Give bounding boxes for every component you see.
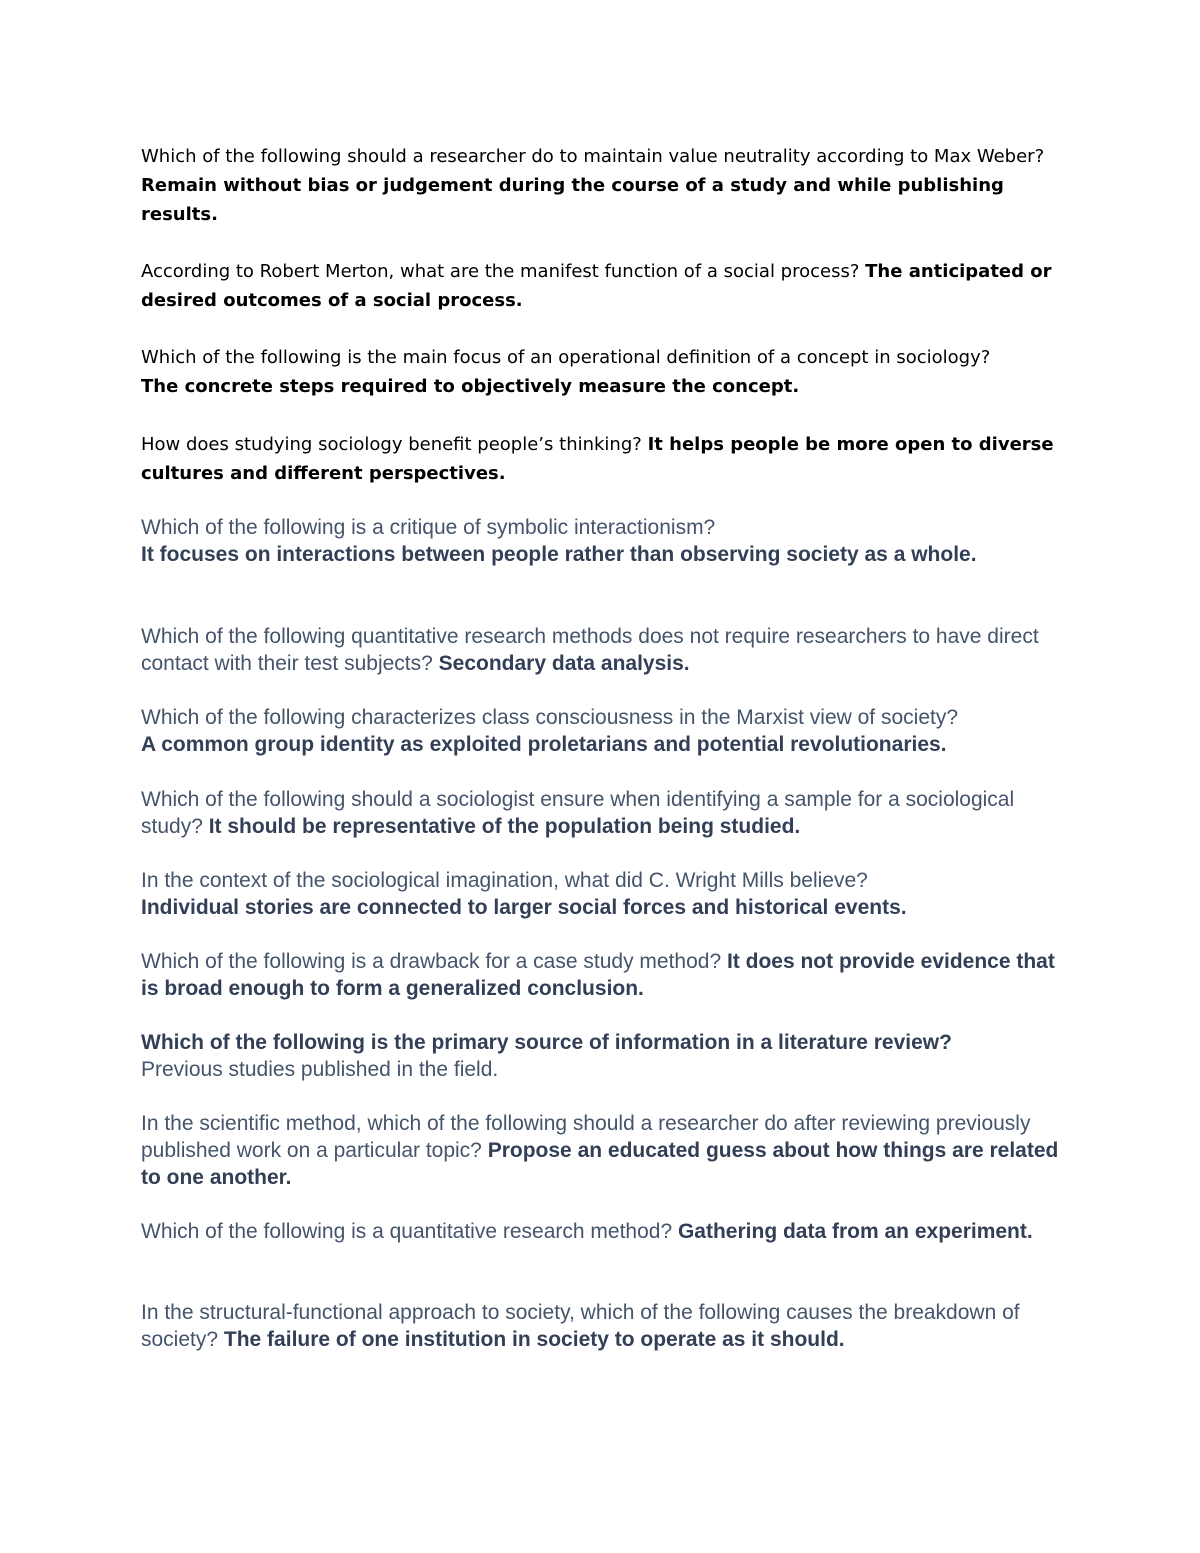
answer-text: The anticipated or desired outcomes of a social process. bbox=[141, 261, 1052, 311]
qa-item-14 bbox=[141, 1299, 1071, 1353]
qa-item-4 bbox=[141, 430, 1071, 488]
answer-text: It does not provide evidence that is broad enough to form a generalized conclusion. bbox=[141, 950, 1055, 1000]
answer-text: It helps people be more open to diverse cultures and different perspectives. bbox=[141, 434, 1054, 484]
answer-text: The concrete steps required to objectively measure the concept. bbox=[141, 376, 800, 397]
qa-item-7 bbox=[141, 704, 1071, 758]
qa-item-2 bbox=[141, 257, 1071, 315]
question-text: Which of the following should a researcher do to maintain value neutrality according to Max Weber? bbox=[141, 146, 1045, 167]
question-text: How does studying sociology benefit people’s thinking? bbox=[141, 434, 642, 455]
question-text: Which of the following should a sociologist ensure when identifying a sample for a sociological study? bbox=[141, 788, 1015, 838]
question-text: In the scientific method, which of the following should a researcher do after reviewing previously published work on a particular topic? bbox=[141, 1112, 1031, 1162]
qa-item-3 bbox=[141, 343, 1071, 401]
answer-text: It focuses on interactions between people rather than observing society as a whole. bbox=[141, 543, 977, 566]
question-text: Which of the following is the primary source of information in a literature review? bbox=[141, 1031, 952, 1054]
answer-text: A common group identity as exploited proletarians and potential revolutionaries. bbox=[141, 733, 947, 756]
question-text: In the structural-functional approach to society, which of the following causes the breakdown of society? bbox=[141, 1301, 1020, 1351]
qa-item-1 bbox=[141, 142, 1071, 229]
answer-text: Propose an educated guess about how things are related to one another. bbox=[141, 1139, 1059, 1189]
question-text: According to Robert Merton, what are the manifest function of a social process? bbox=[141, 261, 860, 282]
question-text: Which of the following characterizes class consciousness in the Marxist view of society? bbox=[141, 706, 959, 729]
qa-item-13 bbox=[141, 1218, 1071, 1245]
question-text: In the context of the sociological imagination, what did C. Wright Mills believe? bbox=[141, 869, 868, 892]
qa-item-9 bbox=[141, 867, 1071, 921]
answer-text: Gathering data from an experiment. bbox=[677, 1220, 1033, 1243]
answer-text: The failure of one institution in society to operate as it should. bbox=[223, 1328, 845, 1351]
qa-item-10 bbox=[141, 948, 1071, 1002]
qa-item-11 bbox=[141, 1029, 1071, 1083]
qa-item-12 bbox=[141, 1110, 1071, 1191]
question-text: Which of the following is a drawback for a case study method? bbox=[141, 950, 722, 973]
answer-text: Secondary data analysis. bbox=[438, 652, 690, 675]
question-text: Which of the following is a critique of symbolic interactionism? bbox=[141, 516, 716, 539]
question-text: Which of the following quantitative research methods does not require researchers to have direct contact with their test subjects? bbox=[141, 625, 1039, 675]
answer-text: It should be representative of the population being studied. bbox=[208, 815, 801, 838]
qa-item-6 bbox=[141, 623, 1071, 677]
question-text: Which of the following is a quantitative research method? bbox=[141, 1220, 673, 1243]
answer-text: Previous studies published in the field. bbox=[141, 1058, 499, 1081]
answer-text: Individual stories are connected to larger social forces and historical events. bbox=[141, 896, 907, 919]
qa-item-5 bbox=[141, 514, 1071, 568]
answer-text: Remain without bias or judgement during the course of a study and while publishing results. bbox=[141, 175, 1004, 225]
qa-item-8 bbox=[141, 786, 1071, 840]
question-text: Which of the following is the main focus of an operational definition of a concept in sociology? bbox=[141, 347, 991, 368]
